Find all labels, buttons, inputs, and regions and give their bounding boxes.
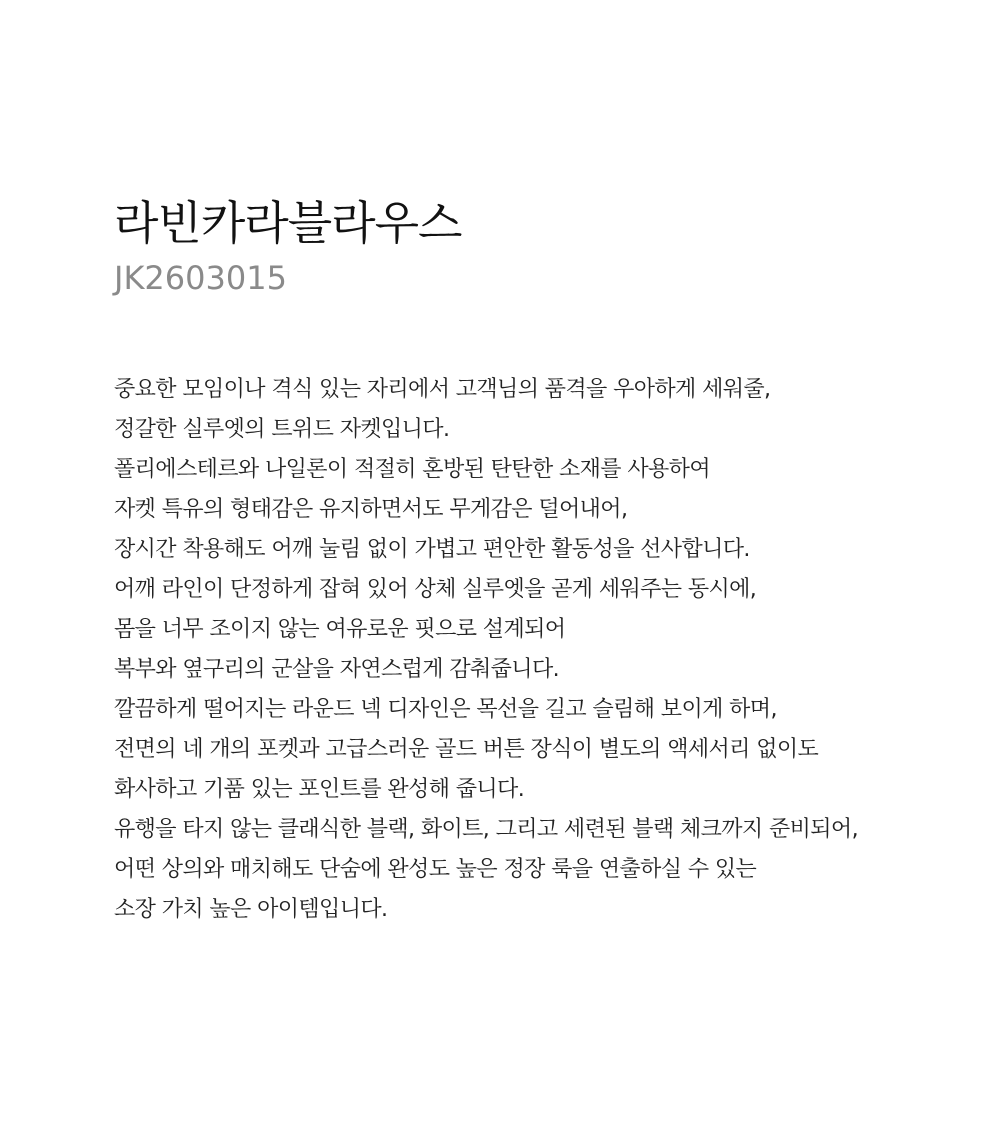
description-line: 소장 가치 높은 아이템입니다. xyxy=(114,897,388,922)
description-line: 복부와 옆구리의 군살을 자연스럽게 감춰줍니다. xyxy=(114,657,560,682)
product-code: JK2603015 xyxy=(114,259,287,297)
description-line: 중요한 모임이나 격식 있는 자리에서 고객님의 품격을 우아하게 세워줄, xyxy=(114,377,771,402)
description-line: 몸을 너무 조이지 않는 여유로운 핏으로 설계되어 xyxy=(114,617,566,642)
description-line: 자켓 특유의 형태감은 유지하면서도 무게감은 덜어내어, xyxy=(114,497,628,522)
description-line: 깔끔하게 떨어지는 라운드 넥 디자인은 목선을 길고 슬림해 보이게 하며, xyxy=(114,697,777,722)
description-line: 장시간 착용해도 어깨 눌림 없이 가볍고 편안한 활동성을 선사합니다. xyxy=(114,537,750,562)
product-description xyxy=(114,370,984,930)
description-line: 정갈한 실루엣의 트위드 자켓입니다. xyxy=(114,417,450,442)
product-title: 라빈카라블라우스 xyxy=(114,196,462,250)
description-line: 전면의 네 개의 포켓과 고급스러운 골드 버튼 장식이 별도의 액세서리 없이도 xyxy=(114,737,819,762)
description-line: 어떤 상의와 매치해도 단숨에 완성도 높은 정장 룩을 연출하실 수 있는 xyxy=(114,857,757,882)
description-line: 유행을 타지 않는 클래식한 블랙, 화이트, 그리고 세련된 블랙 체크까지 준비되어, xyxy=(114,817,858,842)
product-header xyxy=(114,190,974,300)
description-line: 화사하고 기품 있는 포인트를 완성해 줍니다. xyxy=(114,777,525,802)
description-line: 어깨 라인이 단정하게 잡혀 있어 상체 실루엣을 곧게 세워주는 동시에, xyxy=(114,577,757,602)
description-line: 폴리에스테르와 나일론이 적절히 혼방된 탄탄한 소재를 사용하여 xyxy=(114,457,710,482)
